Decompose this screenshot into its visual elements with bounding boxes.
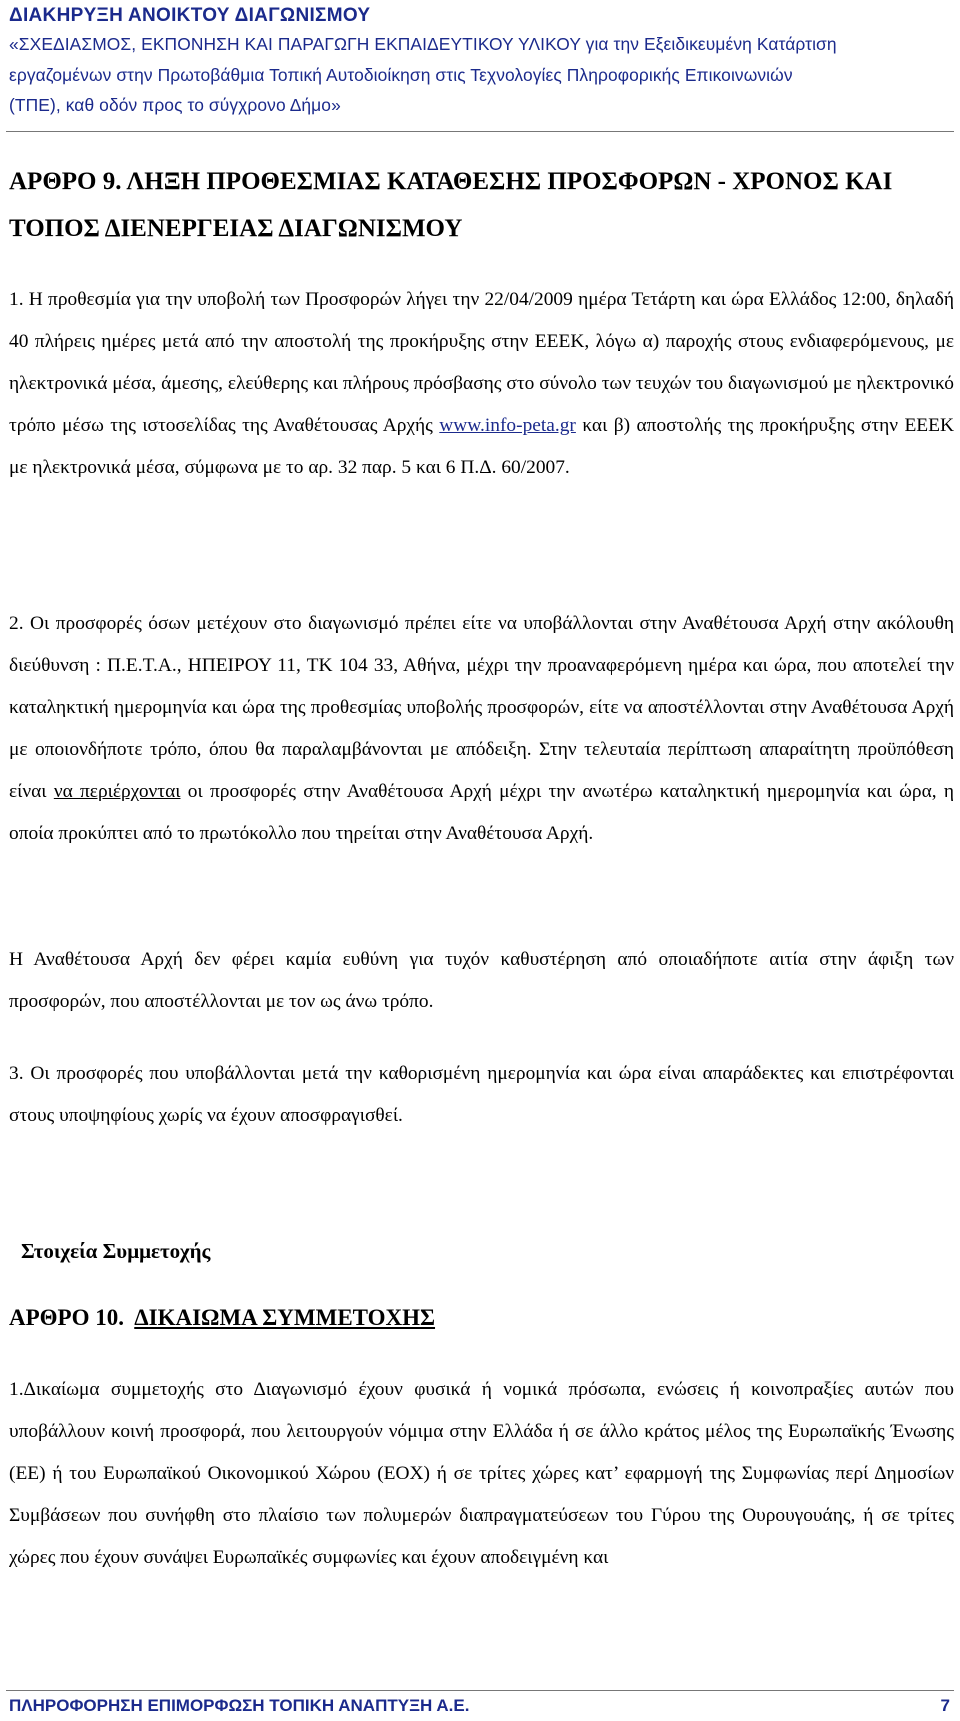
page-header: [9, 2, 954, 121]
article-10-title-underlined: ΔΙΚΑΙΩΜΑ ΣΥΜΜΕΤΟΧΗΣ: [134, 1305, 436, 1330]
article-9-paragraph-2: [9, 603, 954, 855]
footer-company: ΠΛΗΡΟΦΟΡΗΣΗ ΕΠΙΜΟΡΦΩΣΗ ΤΟΠΙΚΗ ΑΝΑΠΤΥΞΗ Α.Ε.: [9, 1696, 470, 1715]
article-9-paragraph-2b: Η Αναθέτουσα Αρχή δεν φέρει καμία ευθύνη για τυχόν καθυστέρηση από οποιαδήποτε αιτία στην άφιξη των προσφορών, που αποστέλλονται με τον ως άνω τρόπο.: [9, 949, 954, 1012]
article-10-title-prefix: ΑΡΘΡΟ 10.: [9, 1305, 124, 1330]
article-10-paragraph-1: 1.Δικαίωμα συμμετοχής στο Διαγωνισμό έχουν φυσικά ή νομικά πρόσωπα, ενώσεις ή κοινοπραξίες αυτών που υποβάλλουν κοινή προσφορά, που λειτουργούν νόμιμα στην Ελλάδα ή σε άλλο κράτος μέλος της Ευρωπαϊκής Ένωσης (ΕΕ) ή του Ευρωπαϊκού Οικονομικού Χώρου (ΕΟΧ) ή σε τρίτες χώρες κατ’ εφαρμογή της Συμφωνίας περί Δημοσίων Συμβάσεων που συνήφθη στο πλαίσιο των πολυμερών διαπραγματεύσεων του Γύρου της Ουρουγουάης, ή σε τρίτες χώρες που έχουν συνάψει Ευρωπαϊκές συμφωνίες και έχουν αποδειγμένη και: [9, 1379, 954, 1568]
page-footer: [9, 1694, 954, 1718]
footer-divider: [6, 1690, 954, 1691]
section-heading: Στοιχεία Συμμετοχής: [21, 1239, 211, 1263]
article-9-title: ΑΡΘΡΟ 9. ΛΗΞΗ ΠΡΟΘΕΣΜΙΑΣ ΚΑΤΑΘΕΣΗΣ ΠΡΟΣΦΟΡΩΝ - ΧΡΟΝΟΣ ΚΑΙ ΤΟΠΟΣ ΔΙΕΝΕΡΓΕΙΑΣ ΔΙΑΓΩΝΙΣΜΟΥ: [9, 168, 893, 242]
article-9-paragraph-2-text-cont: οι προσφορές στην Αναθέτουσα Αρχή μέχρι την ανωτέρω καταληκτική ημερομηνία και ώρα, η οποία προκύπτει από το πρωτόκολλο που τηρείται στην Αναθέτουσα Αρχή.: [9, 781, 955, 844]
header-subtitle-line-1: «ΣΧΕΔΙΑΣΜΟΣ, ΕΚΠΟΝΗΣΗ ΚΑΙ ΠΑΡΑΓΩΓΗ ΕΚΠΑΙΔΕΥΤΙΚΟΥ ΥΛΙΚΟΥ για την Εξειδικευμένη Κατάρτιση: [9, 34, 837, 54]
article-9-paragraph-1: [9, 279, 954, 489]
article-9-underlined-phrase: να περιέρχονται: [53, 781, 181, 802]
header-subtitle-line-3: (ΤΠΕ), καθ οδόν προς το σύγχρονο Δήμο»: [9, 95, 341, 115]
header-subtitle-line-2: εργαζομένων στην Πρωτοβάθμια Τοπική Αυτοδιοίκηση στις Τεχνολογίες Πληροφορικής Επικοινωνιών: [9, 64, 793, 85]
article-9-paragraph-1-text-cont: και β) αποστολής της προκήρυξης στην ΕΕΕΚ με ηλεκτρονικά μέσα, σύμφωνα με το αρ. 32 παρ. 5 και 6 Π.Δ. 60/2007.: [9, 415, 954, 478]
header-title: ΔΙΑΚΗΡΥΞΗ ΑΝΟΙΚΤΟΥ ΔΙΑΓΩΝΙΣΜΟΥ: [9, 5, 371, 26]
info-peta-link[interactable]: www.info-peta.gr: [439, 415, 576, 436]
article-10-title: [9, 1302, 435, 1334]
page-number: 7: [940, 1696, 950, 1715]
header-divider: [6, 131, 954, 132]
article-9-paragraph-2-text: 2. Οι προσφορές όσων μετέχουν στο διαγωνισμό πρέπει είτε να υποβάλλονται στην Αναθέτουσα Αρχή στην ακόλουθη διεύθυνση : Π.Ε.Τ.Α., ΗΠΕΙΡΟΥ 11, ΤΚ 104 33, Αθήνα, μέχρι την προαναφερόμενη ημέρα και ώρα, που αποτελεί την καταληκτική ημερομηνία και ώρα της προθεσμίας υποβολής προσφορών, είτε να αποστέλλονται στην Αναθέτουσα Αρχή με οποιονδήποτε τρόπο, όπου θα παραλαμβάνονται με απόδειξη. Στην τελευταία περίπτωση απαραίτητη προϋπόθεση είναι: [9, 613, 954, 802]
article-9-paragraph-1-text: 1. Η προθεσμία για την υποβολή των Προσφορών λήγει την 22/04/2009 ημέρα Τετάρτη και ώρα Ελλάδος 12:00, δηλαδή 40 πλήρεις ημέρες μετά από την αποστολή της προκήρυξης στην ΕΕΕΚ, λόγω α) παροχής στους ενδιαφερόμενους, με ηλεκτρονικά μέσα, άμεσης, ελεύθερης και πλήρους πρόσβασης στο σύνολο των τευχών του διαγωνισμού με ηλεκτρονικό τρόπο μέσω της ιστοσελίδας της Αναθέτουσας Αρχής: [9, 289, 954, 436]
article-9-paragraph-3: 3. Οι προσφορές που υποβάλλονται μετά την καθορισμένη ημερομηνία και ώρα είναι απαράδεκτες και επιστρέφονται στους υποψηφίους χωρίς να έχουν αποσφραγισθεί.: [9, 1063, 954, 1126]
